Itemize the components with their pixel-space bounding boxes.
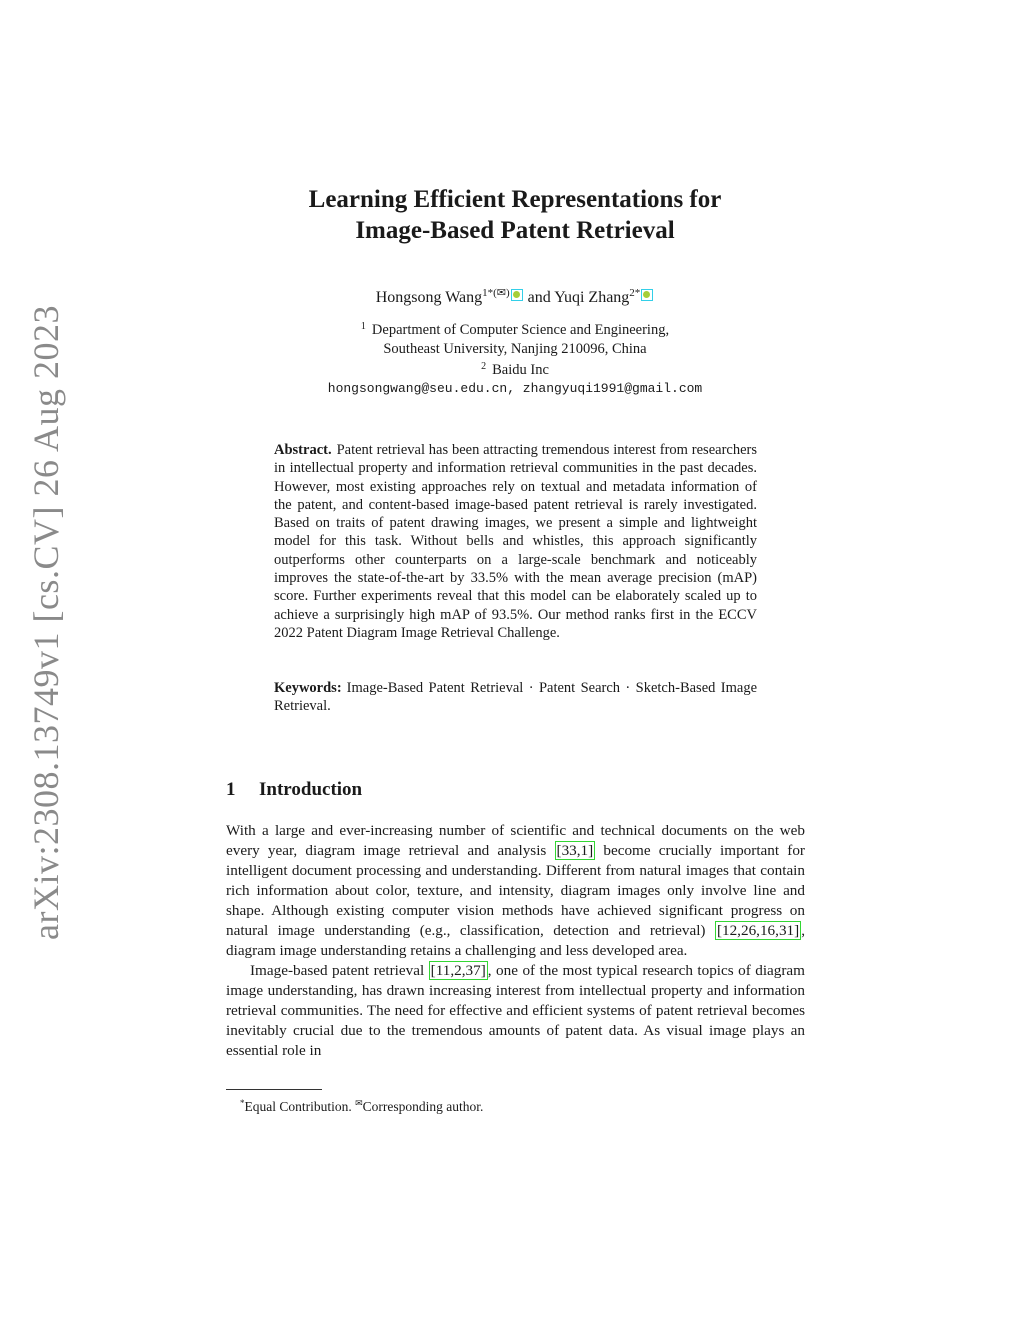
citation-link[interactable]: [33,1] (556, 842, 594, 859)
paragraph-text: , diagram image understanding retains a challenging and less developed area. (226, 922, 805, 959)
abstract (274, 441, 757, 642)
section-title: Introduction (259, 779, 363, 800)
affiliation-2-number: 2 (481, 361, 487, 372)
orcid-icon[interactable] (511, 289, 523, 301)
keywords-text: Image-Based Patent Retrieval · Patent Search · Sketch-Based Image Retrieval. (274, 680, 757, 715)
section-number: 1 (226, 779, 236, 800)
affiliations (240, 318, 790, 398)
footnote-text-2: Corresponding author. (362, 1099, 484, 1114)
affiliation-1-line-2: Southeast University, Nanjing 210096, China (383, 340, 647, 357)
abstract-label: Abstract. (274, 442, 332, 458)
paper-title (240, 184, 790, 246)
paragraph-text: With a large and ever-increasing number of scientific and technical documents on the web every year, diagram image retrieval and analysis (226, 822, 805, 859)
paragraph (226, 961, 805, 1061)
orcid-icon[interactable] (641, 289, 653, 301)
arxiv-stamp: arXiv:2308.13749v1 [cs.CV] 26 Aug 2023 (26, 305, 66, 940)
author-2-name: Yuqi Zhang (554, 289, 630, 306)
affiliation-1-number: 1 (360, 321, 366, 332)
affiliation-1-line-1 (240, 318, 790, 340)
citation-link[interactable]: [12,26,16,31] (716, 922, 800, 939)
author-1-name: Hongsong Wang (375, 289, 483, 306)
footnote (240, 1094, 800, 1116)
title-line-1: Learning Efficient Representations for (308, 186, 722, 213)
author-1-marks: 1*(✉) (482, 287, 510, 299)
abstract-text: Patent retrieval has been attracting tremendous interest from researchers in intellectual property and information retrieval communities in the past decades. However, most existing approaches rely on textual and metadata information of the patent, and content-based image-based patent retrieval is rarely investigated. Based on traits of patent drawing images, we present a simple and lightweight model for this task. Without bells and whistles, this approach significantly outperforms other counterparts on a large-scale benchmark and noticeably improves the state-of-the-art by 33.5% with the mean average precision (mAP) score. Further experiments reveal that this model can be elaborately scaled up to achieve a surprisingly high mAP of 93.5%. Our method ranks first in the ECCV 2022 Patent Diagram Image Retrieval Challenge. (274, 442, 757, 641)
keywords-label: Keywords: (274, 680, 342, 696)
mail-icon: ✉ (355, 1098, 363, 1108)
footnote-text-1: Equal Contribution. (244, 1099, 356, 1114)
paragraph-text: Image-based patent retrieval (250, 962, 429, 979)
affiliation-2 (240, 358, 790, 380)
paragraph-text: become crucially important for intelligent document processing and understanding. Different from natural images that contain rich information about color, texture, and intensity, diagram images only involve line and shape. Although existing computer vision methods have achieved significant progress on natural image understanding (e.g., classification, detection and retrieval) (226, 842, 805, 939)
citation-link[interactable]: [11,2,37] (430, 962, 486, 979)
footnote-divider (226, 1089, 322, 1090)
author-list (240, 282, 790, 309)
author-emails: hongsongwang@seu.edu.cn, zhangyuqi1991@gmail.com (327, 380, 703, 396)
keywords (274, 679, 757, 716)
author-2-marks: 2* (629, 287, 641, 299)
paragraph (226, 821, 805, 961)
title-line-2: Image-Based Patent Retrieval (355, 217, 675, 244)
paragraph-text: , one of the most typical research topics of diagram image understanding, has drawn increasing interest from intellectual property and information retrieval communities. The need for effective and efficient systems of patent retrieval becomes inevitably crucial due to the tremendous amounts of patent data. As visual image plays an essential role in (226, 962, 805, 1059)
author-connector: and (527, 289, 551, 306)
affiliation-1-text: Department of Computer Science and Engineering, (371, 322, 670, 338)
introduction-body (226, 821, 805, 1061)
affiliation-2-text: Baidu Inc (492, 362, 549, 378)
section-heading (226, 778, 806, 802)
footnote-star: * (240, 1098, 245, 1108)
